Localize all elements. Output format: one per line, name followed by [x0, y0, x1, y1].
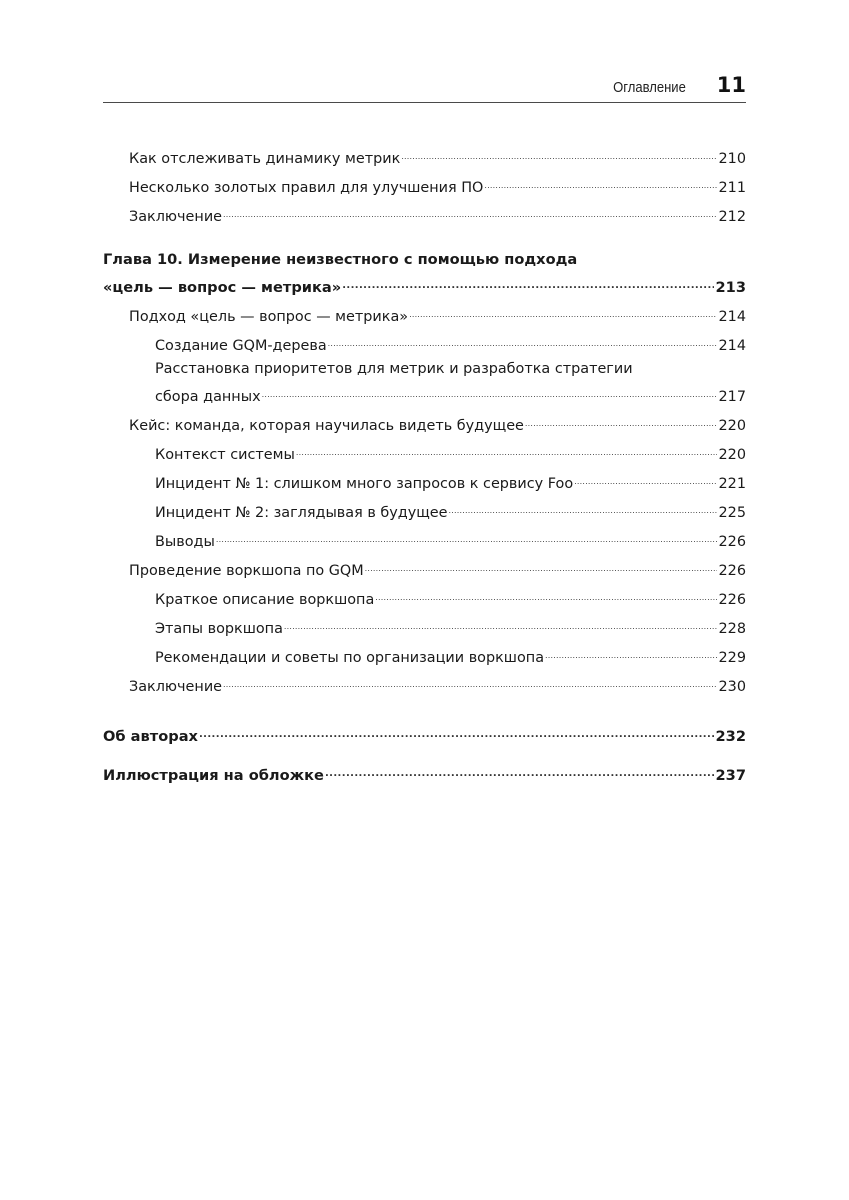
toc-entry-title: сбора данных [155, 389, 261, 405]
toc-entry[interactable] [129, 172, 746, 198]
toc-entry-page: 217 [718, 389, 746, 405]
dot-leader [199, 721, 714, 741]
toc-entry-title: «цель — вопрос — метрика» [103, 279, 342, 296]
toc-entry[interactable] [155, 330, 746, 356]
toc-entry-title: Кейс: команда, которая научилась видеть будущее [129, 418, 524, 434]
dot-leader [325, 760, 714, 780]
header-page-number: 11 [716, 73, 746, 97]
toc-entry[interactable] [129, 671, 746, 697]
dot-leader [328, 330, 717, 350]
dot-leader [525, 410, 717, 430]
toc-chapter-entry[interactable] [103, 272, 746, 298]
toc-entry[interactable] [155, 497, 746, 523]
dot-leader [262, 381, 717, 401]
toc-entry-page: 229 [718, 650, 746, 666]
dot-leader [365, 555, 717, 575]
toc-entry[interactable] [155, 613, 746, 639]
toc-entry[interactable] [129, 301, 746, 327]
toc-entry-page: 226 [718, 563, 746, 579]
dot-leader [545, 642, 717, 662]
dot-leader [484, 172, 716, 192]
toc-entry-page: 220 [718, 418, 746, 434]
toc-entry-title: Этапы воркшопа [155, 621, 283, 637]
running-header [103, 74, 746, 103]
toc-entry-title-line1[interactable]: Расстановка приоритетов для метрик и разработка стратегии [155, 361, 633, 377]
toc-entry-page: 214 [718, 309, 746, 325]
toc-entry-title: Заключение [129, 209, 223, 225]
toc-entry[interactable] [155, 642, 746, 668]
dot-leader [342, 272, 713, 292]
toc-entry-title: Заключение [129, 679, 223, 695]
toc-entry[interactable] [155, 468, 746, 494]
chapter-title-line1[interactable]: Глава 10. Измерение неизвестного с помощью подхода [103, 251, 578, 268]
toc-entry-title: Создание GQM-дерева [155, 338, 327, 354]
toc-entry-page: 213 [715, 279, 746, 296]
toc-entry[interactable] [129, 555, 746, 581]
toc-entry-title: Контекст системы [155, 447, 295, 463]
toc-entry[interactable] [129, 410, 746, 436]
toc-entry-title: Как отслеживать динамику метрик [129, 151, 401, 167]
dot-leader [223, 201, 717, 221]
toc-entry-page: 221 [718, 476, 746, 492]
toc-entry-title: Рекомендации и советы по организации воркшопа [155, 650, 545, 666]
dot-leader [409, 301, 716, 321]
toc-entry[interactable] [155, 381, 746, 407]
toc-entry-title: Инцидент № 2: заглядывая в будущее [155, 505, 448, 521]
toc-entry-page: 210 [718, 151, 746, 167]
toc-entry-page: 212 [718, 209, 746, 225]
toc-entry-page: 211 [718, 180, 746, 196]
toc-entry-title: Несколько золотых правил для улучшения ПО [129, 180, 484, 196]
dot-leader [216, 526, 717, 546]
toc-entry-page: 226 [718, 534, 746, 550]
toc-entry-title: Инцидент № 1: слишком много запросов к сервису Foo [155, 476, 574, 492]
dot-leader [296, 439, 717, 459]
toc-entry-title: Краткое описание воркшопа [155, 592, 375, 608]
dot-leader [375, 584, 716, 604]
toc-entry[interactable] [129, 201, 746, 227]
toc-entry[interactable] [155, 584, 746, 610]
toc-entry-page: 214 [718, 338, 746, 354]
toc-chapter-entry[interactable] [103, 760, 746, 786]
header-section-title: Оглавление [613, 80, 686, 96]
toc-entry[interactable] [155, 439, 746, 465]
toc-entry-title: Иллюстрация на обложке [103, 767, 324, 784]
toc-entry-page: 230 [718, 679, 746, 695]
toc-chapter-entry[interactable] [103, 721, 746, 747]
toc-entry-page: 220 [718, 447, 746, 463]
dot-leader [284, 613, 717, 633]
dot-leader [401, 143, 716, 163]
toc-entry-page: 232 [715, 728, 746, 745]
toc-entry-title: Проведение воркшопа по GQM [129, 563, 364, 579]
toc-entry-page: 225 [718, 505, 746, 521]
toc-entry[interactable] [129, 143, 746, 169]
dot-leader [574, 468, 716, 488]
toc-entry-title: Выводы [155, 534, 215, 550]
toc-entry-page: 228 [718, 621, 746, 637]
dot-leader [449, 497, 717, 517]
toc-entry-page: 226 [718, 592, 746, 608]
toc-entry[interactable] [155, 526, 746, 552]
dot-leader [223, 671, 717, 691]
toc-entry-page: 237 [715, 767, 746, 784]
toc-entry-title: Подход «цель — вопрос — метрика» [129, 309, 409, 325]
toc-entry-title: Об авторах [103, 728, 198, 745]
